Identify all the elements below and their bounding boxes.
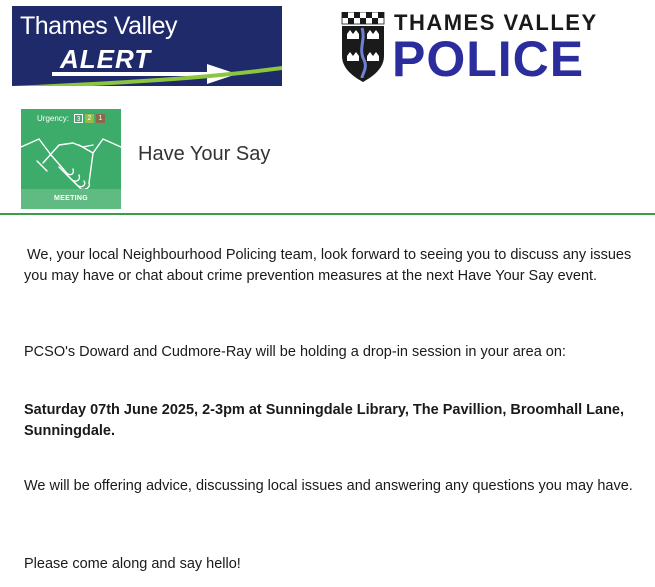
meeting-category-icon bbox=[21, 109, 121, 209]
page-title: Have Your Say bbox=[138, 143, 271, 165]
intro-paragraph: We, your local Neighbourhood Policing team, look forward to seeing you to discuss any issues you may have or chat about crime prevention measures at the next Have Your Say event. bbox=[24, 247, 632, 284]
urgency-level-3: 3 bbox=[74, 114, 83, 123]
alert-logo-line2: ALERT bbox=[60, 44, 152, 74]
handshake-icon bbox=[21, 109, 121, 209]
thames-valley-alert-logo bbox=[12, 6, 282, 86]
police-logo-line2: POLICE bbox=[392, 31, 585, 87]
urgency-level-1: 1 bbox=[96, 114, 105, 123]
section-divider bbox=[0, 213, 655, 215]
police-crest-icon bbox=[340, 12, 386, 82]
meeting-label: MEETING bbox=[54, 195, 88, 202]
advice-paragraph: We will be offering advice, discussing local issues and answering any questions you may have. bbox=[24, 478, 633, 494]
police-logo-line1: THAMES VALLEY bbox=[394, 10, 598, 35]
closing-paragraph: Please come along and say hello! bbox=[24, 556, 241, 572]
urgency-label: Urgency: bbox=[37, 114, 70, 123]
event-details-paragraph: Saturday 07th June 2025, 2-3pm at Sunningdale Library, The Pavillion, Broomhall Lane, Sunningdale. bbox=[24, 402, 625, 439]
alert-logo-line1: Thames Valley bbox=[20, 12, 177, 40]
thames-valley-police-logo bbox=[340, 10, 608, 87]
session-paragraph: PCSO's Doward and Cudmore-Ray will be holding a drop-in session in your area on: bbox=[24, 344, 566, 360]
urgency-level-2: 2 bbox=[85, 114, 94, 123]
